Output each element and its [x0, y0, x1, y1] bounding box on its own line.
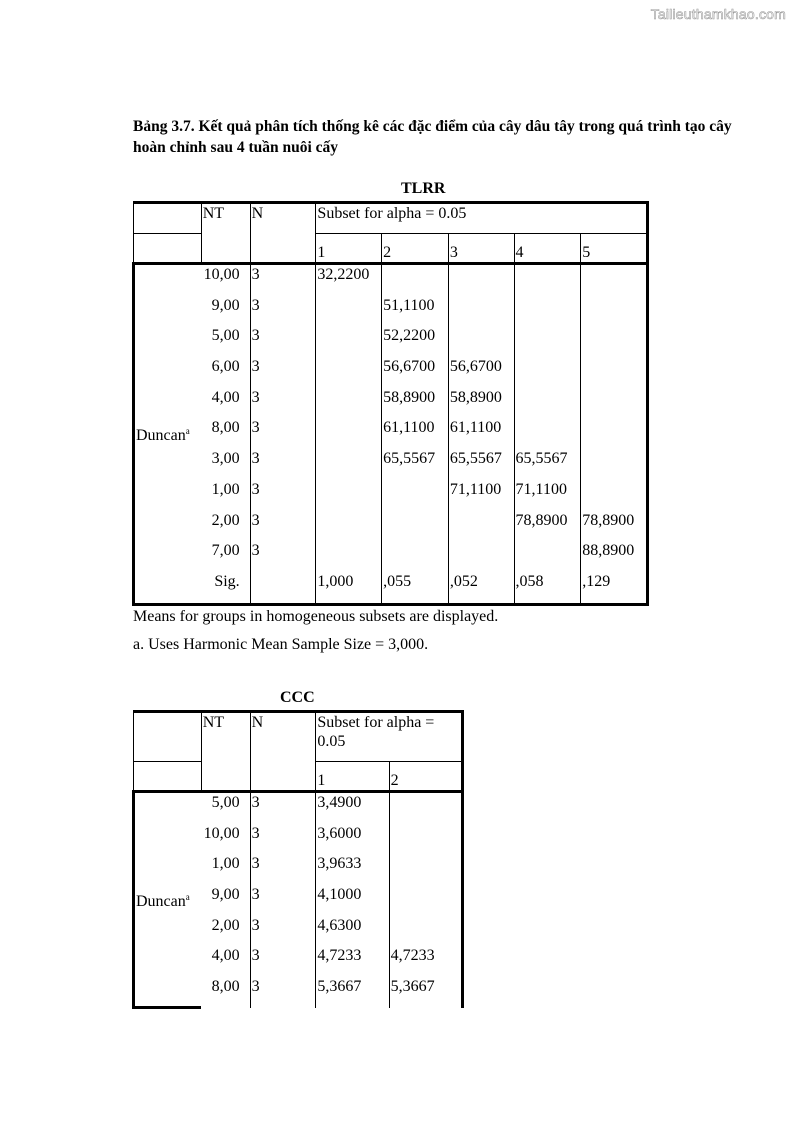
nt-value: 1,00 [211, 855, 240, 873]
subset-col-header: 2 [389, 762, 462, 792]
header-nt: NT [201, 203, 250, 264]
method-label [134, 792, 202, 1008]
n-value: 3 [250, 326, 316, 357]
table-row [134, 572, 648, 604]
header-subset: Subset for alpha = 0.05 [316, 203, 648, 234]
nt-value: 8,00 [211, 978, 240, 996]
subset-value: 52,2200 [382, 326, 449, 357]
nt-value: 4,00 [211, 947, 240, 965]
table-caption: Bảng 3.7. Kết quả phân tích thống kê các đặc điểm của cây dâu tây trong quá trình tạo cây hoàn chỉnh sau 4 tuần nuôi cấy [133, 118, 732, 156]
subset-value: 5,3667 [316, 977, 389, 1008]
subset-value: 4,6300 [316, 916, 389, 947]
subset-value: ,052 [448, 572, 514, 604]
nt-value: 1,00 [211, 480, 240, 498]
subset-value: 71,1100 [448, 480, 514, 511]
n-value: 3 [250, 977, 316, 1008]
subset-value: 78,8900 [514, 511, 581, 542]
subset-value: 3,6000 [316, 824, 389, 855]
subset-value [581, 388, 648, 419]
method-label [134, 264, 202, 605]
table-row [134, 296, 648, 327]
n-value: 3 [250, 418, 316, 449]
subset-value [382, 480, 449, 511]
subset-value [581, 449, 648, 480]
subset-value: 56,6700 [382, 357, 449, 388]
subset-value: 78,8900 [581, 511, 648, 542]
header-n: N [250, 712, 316, 792]
subset-value: 88,8900 [581, 541, 648, 572]
header-row [134, 203, 648, 234]
subset-value [316, 357, 382, 388]
subset-value [448, 296, 514, 327]
subset-value: 4,7233 [389, 946, 462, 977]
subset-value [581, 357, 648, 388]
subset-value [581, 326, 648, 357]
n-value: 3 [250, 854, 316, 885]
subset-value [448, 511, 514, 542]
subset-value [316, 326, 382, 357]
nt-value: 10,00 [203, 266, 240, 283]
n-value: 3 [250, 946, 316, 977]
watermark: Tailieuthamkhao.com [650, 6, 786, 22]
n-value: 3 [250, 541, 316, 572]
table1 [132, 201, 649, 606]
subset-value: 65,5567 [382, 449, 449, 480]
subset-value: 1,000 [316, 572, 382, 604]
subset-col-header: 3 [448, 234, 514, 264]
subset-value [514, 326, 581, 357]
subset-value [316, 388, 382, 419]
subset-value: 61,1100 [382, 418, 449, 449]
nt-value: 2,00 [211, 511, 240, 529]
subset-value: 61,1100 [448, 418, 514, 449]
n-value: 3 [250, 449, 316, 480]
n-value: 3 [250, 916, 316, 947]
nt-value: 5,00 [211, 327, 240, 345]
subset-value: 65,5567 [448, 449, 514, 480]
n-value: 3 [250, 511, 316, 542]
subset-value [316, 511, 382, 542]
subset-value [382, 541, 449, 572]
nt-value: 10,00 [203, 824, 240, 842]
subset-value [514, 541, 581, 572]
method-name: Duncan [136, 427, 186, 445]
n-value: 3 [250, 357, 316, 388]
nt-value: 9,00 [211, 296, 240, 314]
subset-value [448, 326, 514, 357]
nt-value: Sig. [201, 572, 250, 604]
subset-value [581, 264, 648, 296]
subset-value: 56,6700 [448, 357, 514, 388]
table2 [132, 710, 464, 1009]
table-row [134, 357, 648, 388]
subset-value [581, 296, 648, 327]
subset-value [382, 264, 449, 296]
subset-value: 3,4900 [316, 792, 389, 824]
header-corner [134, 203, 202, 234]
subset-value: 71,1100 [514, 480, 581, 511]
subset-value: 58,8900 [382, 388, 449, 419]
subset-value: 4,1000 [316, 885, 389, 916]
table-row [134, 792, 463, 824]
subset-value [382, 511, 449, 542]
header-nt: NT [201, 712, 250, 792]
table-row [134, 541, 648, 572]
subset-value [316, 480, 382, 511]
subset-value [316, 296, 382, 327]
nt-value: 4,00 [211, 388, 240, 406]
subset-value: ,058 [514, 572, 581, 604]
header-subset: Subset for alpha = 0.05 [316, 712, 463, 762]
subset-value: 5,3667 [389, 977, 462, 1008]
n-value: 3 [250, 296, 316, 327]
subset-col-header: 1 [316, 762, 389, 792]
subset-value [514, 264, 581, 296]
n-value: 3 [250, 480, 316, 511]
table-row [134, 418, 648, 449]
nt-value: 7,00 [211, 542, 240, 560]
n-value: 3 [250, 824, 316, 855]
table-row [134, 480, 648, 511]
subset-value [389, 916, 462, 947]
subset-col-header: 2 [382, 234, 449, 264]
table-row [134, 511, 648, 542]
header-corner [134, 712, 202, 762]
subset-value [316, 418, 382, 449]
header-corner [134, 762, 202, 792]
subset-value: ,055 [382, 572, 449, 604]
table1-note-means: Means for groups in homogeneous subsets are displayed. [133, 608, 499, 625]
subset-value [581, 418, 648, 449]
table-row [134, 264, 648, 296]
subset-value [514, 418, 581, 449]
n-value: 3 [250, 792, 316, 824]
subset-value [514, 357, 581, 388]
header-n: N [250, 203, 316, 264]
nt-value: 6,00 [211, 358, 240, 376]
subset-value: 3,9633 [316, 854, 389, 885]
subset-value [514, 388, 581, 419]
subset-value: 58,8900 [448, 388, 514, 419]
table1-note-harmonic: a. Uses Harmonic Mean Sample Size = 3,000. [133, 636, 429, 653]
nt-value: 3,00 [211, 450, 240, 468]
n-value: 3 [250, 264, 316, 296]
subset-value [389, 854, 462, 885]
nt-value: 2,00 [211, 916, 240, 934]
header-row [134, 712, 463, 762]
subset-value [316, 449, 382, 480]
subset-value [514, 296, 581, 327]
subset-value [389, 824, 462, 855]
subset-value [581, 480, 648, 511]
nt-value: 5,00 [211, 794, 240, 811]
n-value [250, 572, 316, 604]
subset-value: 65,5567 [514, 449, 581, 480]
header-corner [134, 234, 202, 264]
table-row [134, 326, 648, 357]
subset-col-header: 1 [316, 234, 382, 264]
subset-col-header: 5 [581, 234, 648, 264]
n-value: 3 [250, 388, 316, 419]
subset-value: ,129 [581, 572, 648, 604]
subset-col-header: 4 [514, 234, 581, 264]
subset-value: 51,1100 [382, 296, 449, 327]
subset-value [389, 885, 462, 916]
table-row [134, 388, 648, 419]
n-value: 3 [250, 885, 316, 916]
subset-value: 4,7233 [316, 946, 389, 977]
subset-value [316, 541, 382, 572]
nt-value: 8,00 [211, 419, 240, 437]
method-superscript: a [185, 892, 190, 903]
method-superscript: a [185, 426, 190, 437]
nt-value: 9,00 [211, 886, 240, 904]
method-name: Duncan [136, 893, 186, 911]
subset-value [448, 541, 514, 572]
table2-title: CCC [280, 689, 315, 706]
subset-value [389, 792, 462, 824]
table-row [134, 449, 648, 480]
table1-title: TLRR [401, 180, 446, 197]
subset-value: 32,2200 [316, 264, 382, 296]
subset-value [448, 264, 514, 296]
